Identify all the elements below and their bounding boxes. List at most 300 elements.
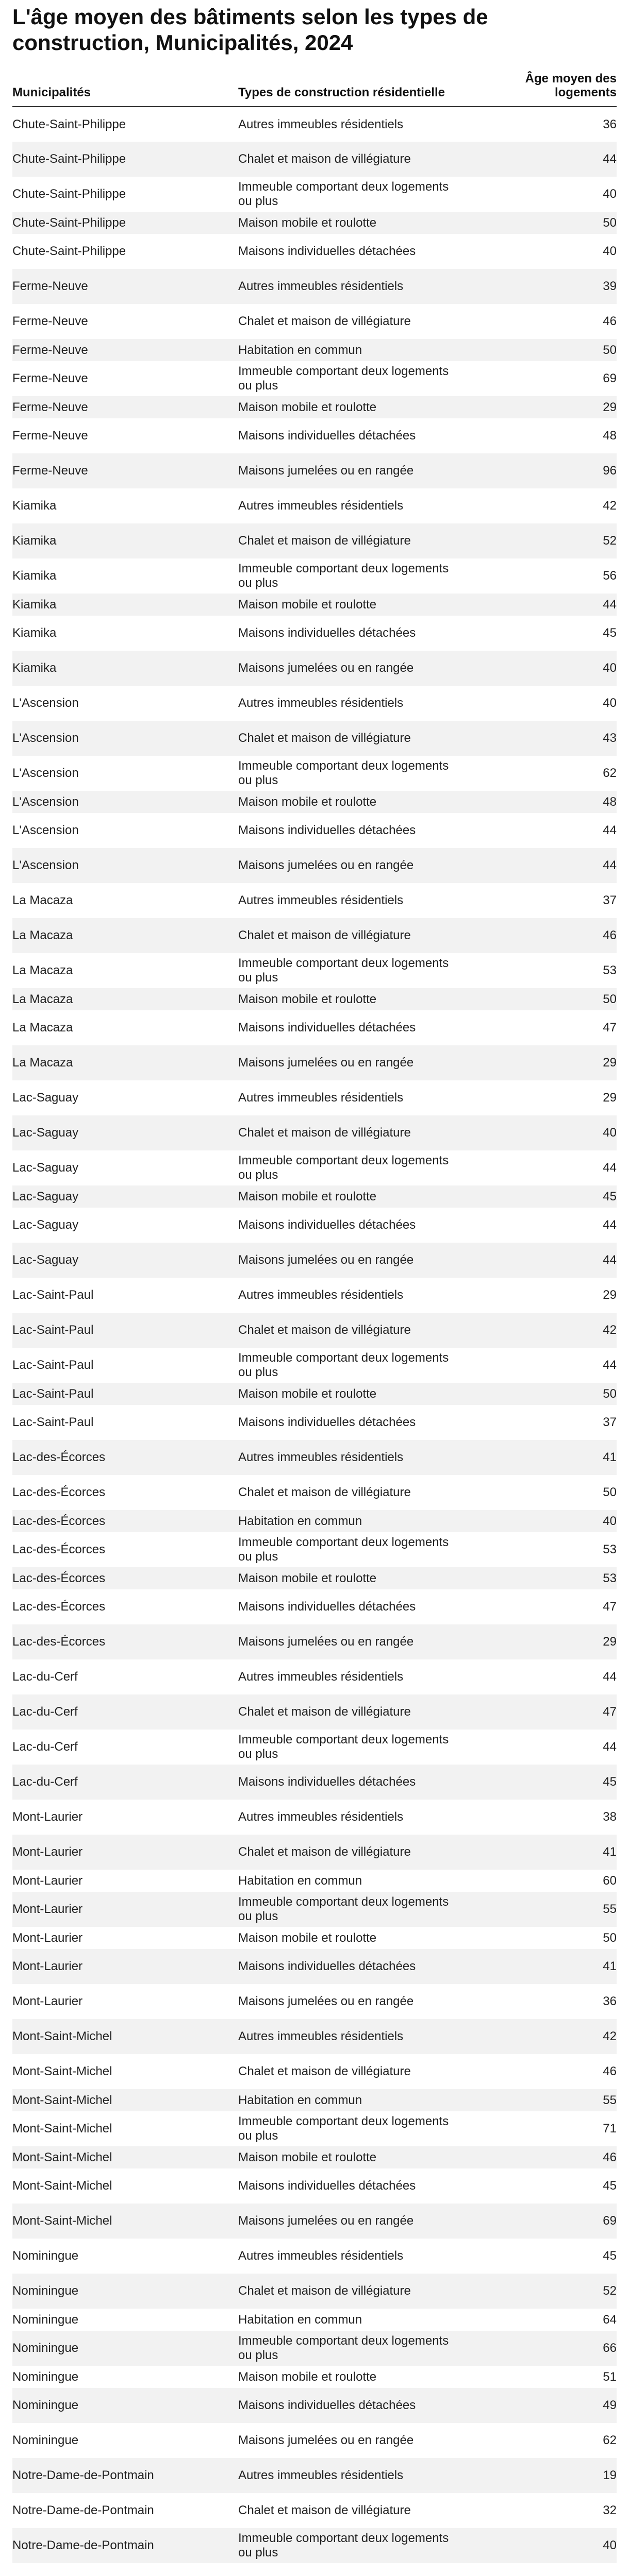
cell-construction-type: Autres immeubles résidentiels	[238, 269, 463, 304]
cell-average-age: 52	[463, 523, 617, 558]
cell-municipality: Mont-Laurier	[12, 1810, 83, 1824]
cell-construction-type: Maisons jumelées ou en rangée	[238, 848, 463, 883]
cell-construction-type: Immeuble comportant deux logements ou plus	[238, 364, 449, 393]
table-row	[12, 2528, 617, 2563]
cell-average-age: 44	[463, 594, 617, 616]
cell-municipality: Mont-Saint-Michel	[12, 2019, 238, 2054]
cell-construction-type: Autres immeubles résidentiels	[238, 696, 404, 710]
cell-average-age: 47	[603, 1021, 617, 1035]
cell-municipality: Ferme-Neuve	[12, 269, 238, 304]
cell-average-age: 46	[603, 314, 617, 329]
cell-municipality: Chute-Saint-Philippe	[12, 212, 238, 234]
cell-average-age: 50	[463, 988, 617, 1010]
column-header-age[interactable]: Âge moyen des logements	[463, 72, 617, 107]
cell-municipality: L'Ascension	[12, 848, 238, 883]
cell-construction-type: Immeuble comportant deux logements ou plus	[238, 1351, 449, 1379]
table-row	[12, 1115, 617, 1150]
cell-construction-type: Maisons jumelées ou en rangée	[238, 453, 463, 488]
cell-municipality: Notre-Dame-de-Pontmain	[12, 2458, 238, 2493]
cell-construction-type: Maisons individuelles détachées	[238, 1765, 463, 1800]
cell-average-age: 69	[463, 2204, 617, 2239]
cell-construction-type: Autres immeubles résidentiels	[238, 1440, 463, 1475]
cell-municipality: Mont-Saint-Michel	[12, 2179, 112, 2193]
table-row	[12, 2239, 617, 2274]
cell-construction-type: Autres immeubles résidentiels	[238, 499, 404, 513]
table-row	[12, 1870, 617, 1892]
cell-construction-type: Maisons individuelles détachées	[238, 1218, 416, 1232]
table-row	[12, 2366, 617, 2388]
cell-average-age: 50	[603, 1485, 617, 1500]
cell-municipality: Lac-des-Écorces	[12, 1485, 106, 1500]
cell-average-age: 36	[603, 1994, 617, 2009]
cell-average-age: 71	[603, 2122, 617, 2136]
cell-average-age: 44	[603, 1740, 617, 1754]
cell-municipality: L'Ascension	[12, 766, 79, 781]
cell-municipality: L'Ascension	[12, 696, 79, 710]
table-row	[12, 721, 617, 756]
cell-average-age: 36	[603, 117, 617, 131]
cell-construction-type: Chalet et maison de villégiature	[238, 523, 463, 558]
cell-municipality: Notre-Dame-de-Pontmain	[12, 2503, 154, 2518]
cell-average-age: 49	[463, 2388, 617, 2423]
table-row	[12, 1659, 617, 1694]
cell-construction-type: Chalet et maison de villégiature	[238, 918, 463, 953]
cell-construction-type: Autres immeubles résidentiels	[238, 2019, 463, 2054]
cell-municipality: Mont-Laurier	[12, 1835, 238, 1870]
cell-municipality: Mont-Laurier	[12, 1949, 238, 1984]
cell-average-age: 60	[603, 1873, 617, 1888]
cell-average-age: 50	[463, 1383, 617, 1405]
cell-municipality: Kiamika	[12, 569, 57, 583]
cell-average-age: 62	[603, 2433, 617, 2448]
cell-municipality: Lac-du-Cerf	[12, 1765, 238, 1800]
table-row	[12, 791, 617, 813]
cell-average-age: 40	[603, 244, 617, 259]
table-row	[12, 2458, 617, 2493]
cell-average-age: 42	[463, 1313, 617, 1348]
cell-average-age: 19	[463, 2458, 617, 2493]
cell-municipality: Mont-Laurier	[12, 1930, 83, 1945]
table-row	[12, 2146, 617, 2168]
cell-municipality: La Macaza	[12, 1021, 73, 1035]
cell-construction-type: Maisons individuelles détachées	[238, 2179, 416, 2193]
cell-average-age: 50	[463, 212, 617, 234]
table-row	[12, 1800, 617, 1835]
cell-average-age: 44	[603, 823, 617, 838]
cell-average-age: 38	[603, 1810, 617, 1824]
table-row	[12, 1185, 617, 1208]
cell-average-age: 55	[463, 2089, 617, 2111]
table-row	[12, 1348, 617, 1383]
cell-municipality: Lac-du-Cerf	[12, 1670, 78, 1684]
cell-municipality: Lac-des-Écorces	[12, 1440, 238, 1475]
cell-municipality: Ferme-Neuve	[12, 429, 88, 443]
cell-construction-type: Immeuble comportant deux logements ou plus	[238, 1535, 449, 1564]
cell-average-age: 45	[603, 2249, 617, 2263]
table-row	[12, 1080, 617, 1115]
table-row	[12, 269, 617, 304]
cell-construction-type: Immeuble comportant deux logements ou plus	[238, 180, 449, 208]
cell-municipality: Lac-des-Écorces	[12, 1600, 106, 1614]
cell-municipality: Ferme-Neuve	[12, 371, 88, 386]
cell-municipality: Chute-Saint-Philippe	[12, 117, 126, 131]
table-row	[12, 234, 617, 269]
cell-average-age: 44	[463, 848, 617, 883]
table-row	[12, 2423, 617, 2458]
cell-construction-type: Immeuble comportant deux logements ou plus	[238, 2528, 463, 2563]
cell-municipality: Kiamika	[12, 626, 57, 640]
table-row	[12, 1567, 617, 1589]
cell-construction-type: Maison mobile et roulotte	[238, 2146, 463, 2168]
table-row	[12, 2019, 617, 2054]
table-row	[12, 1243, 617, 1278]
cell-average-age: 45	[603, 2179, 617, 2193]
cell-construction-type: Maison mobile et roulotte	[238, 212, 463, 234]
cell-municipality: Lac-Saint-Paul	[12, 1383, 238, 1405]
table-row	[12, 2204, 617, 2239]
cell-average-age: 29	[463, 396, 617, 418]
cell-construction-type: Habitation en commun	[238, 1510, 463, 1532]
table-header-row	[12, 72, 617, 107]
cell-municipality: Lac-Saguay	[12, 1115, 238, 1150]
cell-construction-type: Maisons jumelées ou en rangée	[238, 1994, 414, 2009]
cell-average-age: 44	[603, 1161, 617, 1175]
cell-construction-type: Habitation en commun	[238, 339, 463, 361]
cell-municipality: Chute-Saint-Philippe	[12, 142, 238, 177]
cell-average-age: 53	[463, 1567, 617, 1589]
cell-average-age: 56	[603, 569, 617, 583]
cell-municipality: Nominingue	[12, 2369, 79, 2384]
cell-construction-type: Maisons individuelles détachées	[238, 1415, 416, 1430]
table-row	[12, 1892, 617, 1927]
cell-average-age: 45	[463, 1765, 617, 1800]
cell-average-age: 45	[463, 1185, 617, 1208]
table-row	[12, 142, 617, 177]
table-row	[12, 1624, 617, 1659]
cell-construction-type: Maisons individuelles détachées	[238, 1600, 416, 1614]
cell-construction-type: Maisons individuelles détachées	[238, 244, 416, 259]
cell-municipality: Mont-Laurier	[12, 1994, 83, 2009]
table-row	[12, 2054, 617, 2089]
cell-average-age: 40	[603, 187, 617, 201]
cell-construction-type: Chalet et maison de villégiature	[238, 1485, 411, 1500]
table-row	[12, 1045, 617, 1080]
cell-average-age: 40	[463, 2528, 617, 2563]
cell-average-age: 29	[603, 1288, 617, 1302]
cell-municipality: Nominingue	[12, 2249, 79, 2263]
cell-municipality: Lac-des-Écorces	[12, 1567, 238, 1589]
cell-municipality: Lac-du-Cerf	[12, 1740, 78, 1754]
cell-average-age: 29	[603, 1091, 617, 1105]
table-row	[12, 1383, 617, 1405]
cell-municipality: Nominingue	[12, 2388, 238, 2423]
cell-municipality: Lac-Saguay	[12, 1243, 238, 1278]
table-row	[12, 988, 617, 1010]
cell-construction-type: Maisons individuelles détachées	[238, 1021, 416, 1035]
cell-municipality: Lac-Saint-Paul	[12, 1415, 94, 1430]
table-row	[12, 1984, 617, 2019]
cell-average-age: 29	[463, 1624, 617, 1659]
cell-construction-type: Maison mobile et roulotte	[238, 791, 463, 813]
table-row	[12, 339, 617, 361]
cell-average-age: 96	[463, 453, 617, 488]
table-row	[12, 651, 617, 686]
cell-construction-type: Immeuble comportant deux logements ou plus	[238, 562, 449, 590]
cell-construction-type: Maisons jumelées ou en rangée	[238, 1624, 463, 1659]
cell-average-age: 44	[603, 1670, 617, 1684]
table-row	[12, 848, 617, 883]
cell-average-age: 37	[603, 893, 617, 908]
cell-average-age: 37	[603, 1415, 617, 1430]
table-row	[12, 2168, 617, 2204]
table-row	[12, 558, 617, 594]
cell-average-age: 45	[603, 626, 617, 640]
cell-average-age: 47	[603, 1600, 617, 1614]
cell-municipality: Mont-Saint-Michel	[12, 2122, 112, 2136]
cell-municipality: Lac-Saguay	[12, 1161, 79, 1175]
cell-construction-type: Maisons jumelées ou en rangée	[238, 1243, 463, 1278]
cell-municipality: Kiamika	[12, 594, 238, 616]
cell-average-age: 39	[463, 269, 617, 304]
table-row	[12, 2274, 617, 2309]
cell-municipality: Mont-Laurier	[12, 1873, 83, 1888]
cell-construction-type: Immeuble comportant deux logements ou plus	[238, 1154, 449, 1182]
cell-construction-type: Autres immeubles résidentiels	[238, 1670, 404, 1684]
cell-construction-type: Chalet et maison de villégiature	[238, 1694, 463, 1730]
cell-construction-type: Chalet et maison de villégiature	[238, 1115, 463, 1150]
cell-construction-type: Maisons individuelles détachées	[238, 823, 416, 838]
cell-municipality: La Macaza	[12, 918, 238, 953]
cell-construction-type: Habitation en commun	[238, 1873, 362, 1888]
cell-average-age: 40	[463, 1115, 617, 1150]
cell-average-age: 40	[603, 696, 617, 710]
table-row	[12, 1949, 617, 1984]
cell-construction-type: Chalet et maison de villégiature	[238, 2274, 463, 2309]
table-row	[12, 2493, 617, 2528]
cell-municipality: Lac-Saint-Paul	[12, 1358, 94, 1372]
cell-construction-type: Autres immeubles résidentiels	[238, 117, 404, 131]
table-row	[12, 1589, 617, 1624]
table-row	[12, 1208, 617, 1243]
table-row	[12, 594, 617, 616]
cell-construction-type: Chalet et maison de villégiature	[238, 2064, 411, 2079]
cell-municipality: Ferme-Neuve	[12, 314, 88, 329]
cell-construction-type: Immeuble comportant deux logements ou plus	[238, 2114, 449, 2143]
cell-municipality: Lac-des-Écorces	[12, 1624, 238, 1659]
cell-construction-type: Maison mobile et roulotte	[238, 594, 463, 616]
cell-construction-type: Maisons jumelées ou en rangée	[238, 651, 463, 686]
cell-municipality: Kiamika	[12, 499, 57, 513]
cell-average-age: 69	[603, 371, 617, 386]
cell-municipality: Nominingue	[12, 2331, 238, 2366]
cell-average-age: 44	[463, 1243, 617, 1278]
table-row	[12, 1150, 617, 1185]
cell-average-age: 44	[603, 1218, 617, 1232]
cell-construction-type: Maison mobile et roulotte	[238, 1567, 463, 1589]
table-row	[12, 953, 617, 988]
cell-average-age: 29	[463, 1045, 617, 1080]
table-row	[12, 2111, 617, 2146]
cell-municipality: L'Ascension	[12, 721, 238, 756]
table-row	[12, 1765, 617, 1800]
cell-municipality: Lac-des-Écorces	[12, 1543, 106, 1557]
cell-construction-type: Maisons individuelles détachées	[238, 429, 416, 443]
table-row	[12, 488, 617, 523]
table-row	[12, 1730, 617, 1765]
column-header-municipality[interactable]: Municipalités	[12, 72, 238, 107]
cell-average-age: 50	[603, 1930, 617, 1945]
cell-municipality: Mont-Saint-Michel	[12, 2146, 238, 2168]
cell-construction-type: Immeuble comportant deux logements ou plus	[238, 1733, 449, 1761]
cell-municipality: Chute-Saint-Philippe	[12, 244, 126, 259]
table-row	[12, 1475, 617, 1510]
cell-municipality: Nominingue	[12, 2433, 79, 2448]
cell-municipality: Mont-Saint-Michel	[12, 2089, 238, 2111]
cell-municipality: Lac-du-Cerf	[12, 1694, 238, 1730]
cell-average-age: 46	[463, 918, 617, 953]
cell-municipality: Mont-Saint-Michel	[12, 2204, 238, 2239]
cell-municipality: Chute-Saint-Philippe	[12, 187, 126, 201]
cell-municipality: Nominingue	[12, 2274, 238, 2309]
cell-construction-type: Chalet et maison de villégiature	[238, 1313, 463, 1348]
cell-average-age: 48	[463, 791, 617, 813]
table-row	[12, 1278, 617, 1313]
cell-average-age: 47	[463, 1694, 617, 1730]
cell-average-age: 53	[603, 1543, 617, 1557]
cell-construction-type: Maisons individuelles détachées	[238, 626, 416, 640]
cell-average-age: 48	[603, 429, 617, 443]
table-row	[12, 453, 617, 488]
cell-municipality: L'Ascension	[12, 823, 79, 838]
table-row	[12, 1313, 617, 1348]
cell-average-age: 40	[463, 1510, 617, 1532]
table-row	[12, 813, 617, 848]
cell-construction-type: Maison mobile et roulotte	[238, 1930, 377, 1945]
cell-average-age: 66	[463, 2331, 617, 2366]
column-header-type[interactable]: Types de construction résidentielle	[238, 72, 463, 107]
cell-municipality: Lac-Saint-Paul	[12, 1313, 238, 1348]
table-row	[12, 1010, 617, 1045]
table-row	[12, 2309, 617, 2331]
cell-construction-type: Maisons jumelées ou en rangée	[238, 1045, 463, 1080]
cell-average-age: 44	[463, 142, 617, 177]
table-row	[12, 1694, 617, 1730]
cell-municipality: Lac-Saguay	[12, 1185, 238, 1208]
cell-average-age: 40	[463, 651, 617, 686]
cell-construction-type: Chalet et maison de villégiature	[238, 721, 463, 756]
cell-average-age: 41	[463, 1835, 617, 1870]
cell-construction-type: Maison mobile et roulotte	[238, 396, 463, 418]
cell-municipality: Lac-Saguay	[12, 1091, 79, 1105]
cell-construction-type: Chalet et maison de villégiature	[238, 2503, 411, 2518]
cell-average-age: 43	[463, 721, 617, 756]
cell-construction-type: Chalet et maison de villégiature	[238, 1835, 463, 1870]
cell-average-age: 41	[463, 1440, 617, 1475]
cell-construction-type: Autres immeubles résidentiels	[238, 2458, 463, 2493]
data-table	[12, 72, 617, 2563]
cell-construction-type: Habitation en commun	[238, 2089, 463, 2111]
cell-construction-type: Maison mobile et roulotte	[238, 988, 463, 1010]
cell-municipality: Ferme-Neuve	[12, 453, 238, 488]
cell-municipality: La Macaza	[12, 988, 238, 1010]
cell-construction-type: Maisons jumelées ou en rangée	[238, 2433, 414, 2448]
cell-municipality: Notre-Dame-de-Pontmain	[12, 2528, 238, 2563]
table-row	[12, 523, 617, 558]
table-row	[12, 107, 617, 142]
cell-municipality: Ferme-Neuve	[12, 396, 238, 418]
table-row	[12, 304, 617, 339]
cell-construction-type: Autres immeubles résidentiels	[238, 2249, 404, 2263]
cell-municipality: Kiamika	[12, 523, 238, 558]
table-row	[12, 1532, 617, 1567]
table-row	[12, 756, 617, 791]
table-row	[12, 1510, 617, 1532]
cell-municipality: Lac-Saint-Paul	[12, 1288, 94, 1302]
cell-construction-type: Maisons jumelées ou en rangée	[238, 2204, 463, 2239]
cell-municipality: La Macaza	[12, 1045, 238, 1080]
table-row	[12, 212, 617, 234]
table-row	[12, 2331, 617, 2366]
table-row	[12, 883, 617, 918]
cell-construction-type: Autres immeubles résidentiels	[238, 1091, 404, 1105]
table-row	[12, 2388, 617, 2423]
cell-average-age: 41	[463, 1949, 617, 1984]
cell-construction-type: Autres immeubles résidentiels	[238, 1288, 404, 1302]
table-header	[12, 72, 617, 107]
cell-municipality: Mont-Laurier	[12, 1892, 238, 1927]
table-row	[12, 2089, 617, 2111]
cell-municipality: Nominingue	[12, 2312, 79, 2327]
cell-municipality: La Macaza	[12, 893, 73, 908]
cell-municipality: Ferme-Neuve	[12, 339, 238, 361]
cell-average-age: 42	[463, 2019, 617, 2054]
cell-average-age: 62	[603, 766, 617, 781]
cell-municipality: Lac-Saguay	[12, 1218, 79, 1232]
cell-municipality: L'Ascension	[12, 791, 238, 813]
cell-average-age: 52	[463, 2274, 617, 2309]
cell-average-age: 64	[603, 2312, 617, 2327]
cell-construction-type: Maisons individuelles détachées	[238, 1949, 463, 1984]
cell-municipality: Kiamika	[12, 651, 238, 686]
cell-average-age: 42	[603, 499, 617, 513]
table-body	[12, 107, 617, 2563]
cell-average-age: 32	[603, 2503, 617, 2518]
cell-municipality: Lac-des-Écorces	[12, 1510, 238, 1532]
table-row	[12, 177, 617, 212]
cell-construction-type: Immeuble comportant deux logements ou plus	[238, 2331, 463, 2366]
cell-construction-type: Immeuble comportant deux logements ou plus	[238, 1892, 463, 1927]
table-row	[12, 686, 617, 721]
cell-construction-type: Maisons individuelles détachées	[238, 2388, 463, 2423]
cell-average-age: 55	[463, 1892, 617, 1927]
page-title: L'âge moyen des bâtiments selon les types de construction, Municipalités, 2024	[12, 5, 488, 55]
cell-construction-type: Autres immeubles résidentiels	[238, 1810, 404, 1824]
table-row	[12, 418, 617, 453]
cell-municipality: Mont-Saint-Michel	[12, 2064, 112, 2079]
cell-average-age: 53	[603, 963, 617, 978]
table-row	[12, 1927, 617, 1949]
cell-construction-type: Maison mobile et roulotte	[238, 1383, 463, 1405]
table-row	[12, 1835, 617, 1870]
cell-average-age: 51	[603, 2369, 617, 2384]
cell-average-age: 46	[603, 2064, 617, 2079]
cell-construction-type: Chalet et maison de villégiature	[238, 142, 463, 177]
cell-construction-type: Immeuble comportant deux logements ou plus	[238, 956, 449, 985]
table-row	[12, 1405, 617, 1440]
cell-construction-type: Immeuble comportant deux logements ou plus	[238, 759, 449, 787]
table-row	[12, 1440, 617, 1475]
cell-construction-type: Maison mobile et roulotte	[238, 1185, 463, 1208]
